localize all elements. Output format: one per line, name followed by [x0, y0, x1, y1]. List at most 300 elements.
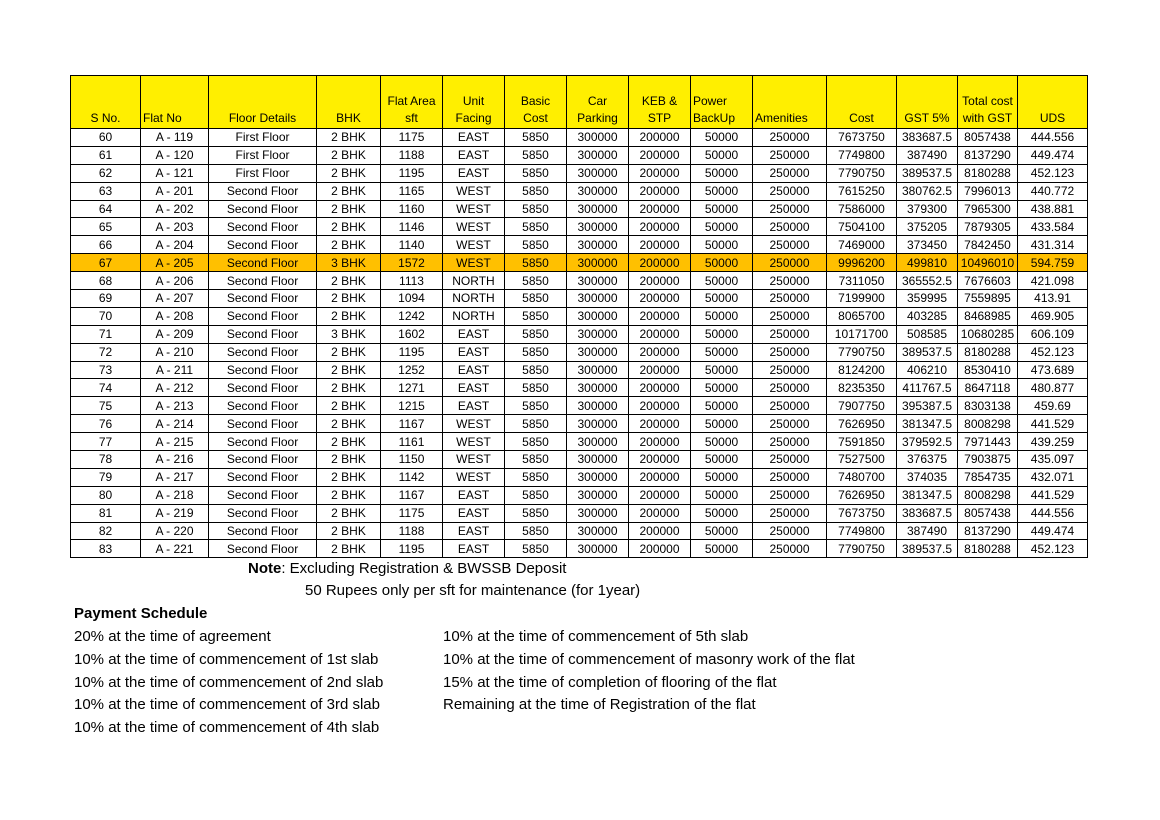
table-row [71, 182, 1088, 200]
cell-floor-details: Second Floor [209, 433, 317, 451]
cell-bhk: 3 BHK [317, 254, 381, 272]
cell-flat-area: 1188 [381, 146, 443, 164]
cell-bhk: 2 BHK [317, 540, 381, 558]
cell-car-parking: 300000 [567, 397, 629, 415]
cell-car-parking: 300000 [567, 218, 629, 236]
cell-basic-cost: 5850 [505, 540, 567, 558]
cell-cost: 7626950 [827, 486, 897, 504]
cell-flat-area: 1188 [381, 522, 443, 540]
cell-sno: 76 [71, 415, 141, 433]
cell-gst: 376375 [897, 451, 958, 469]
cell-sno: 77 [71, 433, 141, 451]
cell-floor-details: Second Floor [209, 451, 317, 469]
cell-basic-cost: 5850 [505, 415, 567, 433]
cell-basic-cost: 5850 [505, 218, 567, 236]
cell-cost: 7480700 [827, 468, 897, 486]
cell-uds: 435.097 [1018, 451, 1088, 469]
cell-unit-facing: WEST [443, 415, 505, 433]
cell-keb-stp: 200000 [629, 522, 691, 540]
note-text: : Excluding Registration & BWSSB Deposit [281, 560, 567, 577]
cell-cost: 7749800 [827, 146, 897, 164]
table-row [71, 307, 1088, 325]
cell-floor-details: Second Floor [209, 182, 317, 200]
cell-cost: 7626950 [827, 415, 897, 433]
cell-car-parking: 300000 [567, 307, 629, 325]
cell-floor-details: First Floor [209, 146, 317, 164]
cell-unit-facing: EAST [443, 486, 505, 504]
cell-power-backup: 50000 [691, 164, 753, 182]
cell-amenities: 250000 [753, 397, 827, 415]
cell-basic-cost: 5850 [505, 325, 567, 343]
cell-cost: 8235350 [827, 379, 897, 397]
cell-gst: 375205 [897, 218, 958, 236]
cell-floor-details: Second Floor [209, 325, 317, 343]
table-row [71, 164, 1088, 182]
cell-flat-area: 1271 [381, 379, 443, 397]
cell-uds: 433.584 [1018, 218, 1088, 236]
cell-bhk: 2 BHK [317, 272, 381, 290]
cell-unit-facing: WEST [443, 451, 505, 469]
cell-keb-stp: 200000 [629, 540, 691, 558]
cell-total-cost: 7903875 [958, 451, 1018, 469]
cell-car-parking: 300000 [567, 129, 629, 147]
cell-flat-area: 1252 [381, 361, 443, 379]
cell-car-parking: 300000 [567, 451, 629, 469]
table-row [71, 361, 1088, 379]
header-floor-details: Floor Details [209, 76, 317, 129]
cell-keb-stp: 200000 [629, 325, 691, 343]
cell-uds: 449.474 [1018, 146, 1088, 164]
cell-sno: 83 [71, 540, 141, 558]
header-unit-facing: Unit Facing [443, 76, 505, 129]
cell-total-cost: 8530410 [958, 361, 1018, 379]
cell-amenities: 250000 [753, 433, 827, 451]
table-row [71, 129, 1088, 147]
cell-floor-details: Second Floor [209, 540, 317, 558]
cell-amenities: 250000 [753, 379, 827, 397]
cell-amenities: 250000 [753, 164, 827, 182]
cell-amenities: 250000 [753, 146, 827, 164]
cell-amenities: 250000 [753, 236, 827, 254]
cell-cost: 7907750 [827, 397, 897, 415]
cell-flat-no: A - 205 [141, 254, 209, 272]
cell-power-backup: 50000 [691, 182, 753, 200]
cell-sno: 80 [71, 486, 141, 504]
table-row [71, 540, 1088, 558]
cell-sno: 67 [71, 254, 141, 272]
cell-uds: 594.759 [1018, 254, 1088, 272]
cell-car-parking: 300000 [567, 504, 629, 522]
cell-flat-area: 1167 [381, 415, 443, 433]
cell-floor-details: Second Floor [209, 254, 317, 272]
cell-uds: 469.905 [1018, 307, 1088, 325]
cell-amenities: 250000 [753, 307, 827, 325]
cell-total-cost: 7676603 [958, 272, 1018, 290]
cell-unit-facing: EAST [443, 343, 505, 361]
cell-bhk: 2 BHK [317, 218, 381, 236]
cell-total-cost: 7996013 [958, 182, 1018, 200]
cell-car-parking: 300000 [567, 200, 629, 218]
cell-amenities: 250000 [753, 522, 827, 540]
table-row [71, 522, 1088, 540]
cell-basic-cost: 5850 [505, 129, 567, 147]
cell-unit-facing: WEST [443, 218, 505, 236]
cell-flat-area: 1142 [381, 468, 443, 486]
cell-uds: 449.474 [1018, 522, 1088, 540]
cell-flat-area: 1146 [381, 218, 443, 236]
cell-uds: 444.556 [1018, 129, 1088, 147]
cell-keb-stp: 200000 [629, 451, 691, 469]
cell-floor-details: Second Floor [209, 468, 317, 486]
table-row [71, 200, 1088, 218]
cell-total-cost: 8008298 [958, 415, 1018, 433]
cell-gst: 383687.5 [897, 129, 958, 147]
cell-basic-cost: 5850 [505, 451, 567, 469]
cell-unit-facing: EAST [443, 504, 505, 522]
table-row [71, 254, 1088, 272]
cell-keb-stp: 200000 [629, 164, 691, 182]
cell-total-cost: 7879305 [958, 218, 1018, 236]
cell-flat-no: A - 213 [141, 397, 209, 415]
cell-flat-no: A - 209 [141, 325, 209, 343]
price-table [70, 75, 1088, 558]
cell-car-parking: 300000 [567, 486, 629, 504]
cell-keb-stp: 200000 [629, 433, 691, 451]
cell-unit-facing: WEST [443, 468, 505, 486]
cell-sno: 72 [71, 343, 141, 361]
cell-sno: 70 [71, 307, 141, 325]
cell-flat-no: A - 220 [141, 522, 209, 540]
cell-sno: 71 [71, 325, 141, 343]
cell-basic-cost: 5850 [505, 486, 567, 504]
note-label: Note [248, 560, 282, 577]
cell-unit-facing: EAST [443, 540, 505, 558]
cell-bhk: 2 BHK [317, 200, 381, 218]
cell-flat-area: 1175 [381, 129, 443, 147]
cell-flat-no: A - 219 [141, 504, 209, 522]
cell-uds: 432.071 [1018, 468, 1088, 486]
cell-keb-stp: 200000 [629, 236, 691, 254]
cell-floor-details: Second Floor [209, 361, 317, 379]
cell-sno: 60 [71, 129, 141, 147]
cell-bhk: 2 BHK [317, 343, 381, 361]
cell-amenities: 250000 [753, 451, 827, 469]
cell-gst: 403285 [897, 307, 958, 325]
cell-bhk: 2 BHK [317, 415, 381, 433]
cell-uds: 441.529 [1018, 486, 1088, 504]
cell-total-cost: 7971443 [958, 433, 1018, 451]
cell-floor-details: Second Floor [209, 504, 317, 522]
header-row [71, 76, 1088, 129]
cell-power-backup: 50000 [691, 146, 753, 164]
cell-flat-area: 1165 [381, 182, 443, 200]
cell-cost: 8065700 [827, 307, 897, 325]
header-basic-cost: Basic Cost [505, 76, 567, 129]
cell-basic-cost: 5850 [505, 468, 567, 486]
cell-uds: 452.123 [1018, 164, 1088, 182]
cell-total-cost: 8180288 [958, 540, 1018, 558]
maintenance-note: 50 Rupees only per sft for maintenance (for 1year) [305, 582, 641, 599]
cell-unit-facing: EAST [443, 325, 505, 343]
cell-gst: 379592.5 [897, 433, 958, 451]
cell-power-backup: 50000 [691, 129, 753, 147]
cell-floor-details: Second Floor [209, 522, 317, 540]
cell-flat-no: A - 206 [141, 272, 209, 290]
cell-cost: 7469000 [827, 236, 897, 254]
cell-cost: 7311050 [827, 272, 897, 290]
cell-unit-facing: EAST [443, 129, 505, 147]
cell-car-parking: 300000 [567, 379, 629, 397]
cell-unit-facing: WEST [443, 182, 505, 200]
cell-keb-stp: 200000 [629, 504, 691, 522]
cell-keb-stp: 200000 [629, 218, 691, 236]
cell-uds: 413.91 [1018, 290, 1088, 308]
cell-cost: 7586000 [827, 200, 897, 218]
cell-amenities: 250000 [753, 182, 827, 200]
cell-cost: 9996200 [827, 254, 897, 272]
cell-car-parking: 300000 [567, 236, 629, 254]
cell-amenities: 250000 [753, 200, 827, 218]
cell-unit-facing: EAST [443, 146, 505, 164]
cell-flat-no: A - 203 [141, 218, 209, 236]
cell-car-parking: 300000 [567, 325, 629, 343]
cell-basic-cost: 5850 [505, 522, 567, 540]
cell-total-cost: 8137290 [958, 146, 1018, 164]
cell-total-cost: 8057438 [958, 504, 1018, 522]
cell-uds: 444.556 [1018, 504, 1088, 522]
cell-flat-area: 1242 [381, 307, 443, 325]
cell-keb-stp: 200000 [629, 415, 691, 433]
cell-amenities: 250000 [753, 468, 827, 486]
cell-car-parking: 300000 [567, 272, 629, 290]
cell-bhk: 2 BHK [317, 451, 381, 469]
cell-car-parking: 300000 [567, 540, 629, 558]
cell-total-cost: 10680285 [958, 325, 1018, 343]
cell-gst: 380762.5 [897, 182, 958, 200]
cell-keb-stp: 200000 [629, 486, 691, 504]
cell-sno: 75 [71, 397, 141, 415]
cell-uds: 480.877 [1018, 379, 1088, 397]
cell-power-backup: 50000 [691, 236, 753, 254]
cell-bhk: 2 BHK [317, 182, 381, 200]
cell-amenities: 250000 [753, 415, 827, 433]
cell-bhk: 2 BHK [317, 290, 381, 308]
cell-cost: 7199900 [827, 290, 897, 308]
note-line [248, 560, 566, 577]
table-row [71, 290, 1088, 308]
cell-car-parking: 300000 [567, 164, 629, 182]
cell-basic-cost: 5850 [505, 236, 567, 254]
cell-flat-no: A - 120 [141, 146, 209, 164]
cell-car-parking: 300000 [567, 343, 629, 361]
cell-sno: 68 [71, 272, 141, 290]
cell-flat-no: A - 214 [141, 415, 209, 433]
cell-unit-facing: WEST [443, 254, 505, 272]
schedule-item: Remaining at the time of Registration of the flat [443, 696, 756, 713]
cell-cost: 7591850 [827, 433, 897, 451]
cell-bhk: 2 BHK [317, 307, 381, 325]
cell-bhk: 3 BHK [317, 325, 381, 343]
table-row [71, 146, 1088, 164]
cell-flat-no: A - 207 [141, 290, 209, 308]
cell-flat-no: A - 204 [141, 236, 209, 254]
cell-bhk: 2 BHK [317, 361, 381, 379]
cell-sno: 63 [71, 182, 141, 200]
cell-cost: 7527500 [827, 451, 897, 469]
cell-car-parking: 300000 [567, 433, 629, 451]
cell-power-backup: 50000 [691, 218, 753, 236]
cell-uds: 459.69 [1018, 397, 1088, 415]
cell-unit-facing: EAST [443, 379, 505, 397]
cell-flat-area: 1094 [381, 290, 443, 308]
cell-sno: 73 [71, 361, 141, 379]
cell-total-cost: 7854735 [958, 468, 1018, 486]
cell-unit-facing: NORTH [443, 290, 505, 308]
cell-flat-area: 1175 [381, 504, 443, 522]
cell-flat-no: A - 119 [141, 129, 209, 147]
cell-flat-area: 1195 [381, 540, 443, 558]
table-row [71, 343, 1088, 361]
cell-cost: 8124200 [827, 361, 897, 379]
cell-basic-cost: 5850 [505, 200, 567, 218]
payment-schedule-title: Payment Schedule [74, 605, 208, 622]
cell-power-backup: 50000 [691, 307, 753, 325]
cell-unit-facing: NORTH [443, 307, 505, 325]
cell-total-cost: 8137290 [958, 522, 1018, 540]
cell-unit-facing: EAST [443, 164, 505, 182]
cell-flat-no: A - 208 [141, 307, 209, 325]
cell-uds: 440.772 [1018, 182, 1088, 200]
cell-flat-area: 1195 [381, 343, 443, 361]
cell-car-parking: 300000 [567, 468, 629, 486]
cell-uds: 606.109 [1018, 325, 1088, 343]
cell-flat-no: A - 212 [141, 379, 209, 397]
header-uds: UDS [1018, 76, 1088, 129]
cell-uds: 473.689 [1018, 361, 1088, 379]
cell-power-backup: 50000 [691, 468, 753, 486]
cell-basic-cost: 5850 [505, 146, 567, 164]
cell-basic-cost: 5850 [505, 272, 567, 290]
table-row [71, 504, 1088, 522]
cell-flat-no: A - 210 [141, 343, 209, 361]
cell-flat-area: 1215 [381, 397, 443, 415]
cell-amenities: 250000 [753, 254, 827, 272]
cell-flat-area: 1113 [381, 272, 443, 290]
cell-bhk: 2 BHK [317, 397, 381, 415]
cell-unit-facing: EAST [443, 397, 505, 415]
cell-cost: 7504100 [827, 218, 897, 236]
cell-floor-details: Second Floor [209, 343, 317, 361]
cell-uds: 431.314 [1018, 236, 1088, 254]
cell-bhk: 2 BHK [317, 379, 381, 397]
cell-power-backup: 50000 [691, 272, 753, 290]
cell-unit-facing: WEST [443, 433, 505, 451]
cell-floor-details: Second Floor [209, 397, 317, 415]
header-total-cost: Total cost with GST [958, 76, 1018, 129]
header-amenities: Amenities [753, 76, 827, 129]
table-row [71, 325, 1088, 343]
table-row [71, 379, 1088, 397]
cell-basic-cost: 5850 [505, 504, 567, 522]
header-keb-stp: KEB & STP [629, 76, 691, 129]
cell-floor-details: Second Floor [209, 200, 317, 218]
schedule-item: 10% at the time of commencement of 5th slab [443, 628, 749, 645]
cell-sno: 79 [71, 468, 141, 486]
cell-gst: 406210 [897, 361, 958, 379]
cell-gst: 381347.5 [897, 486, 958, 504]
schedule-item: 10% at the time of commencement of 1st slab [74, 651, 379, 668]
cell-gst: 379300 [897, 200, 958, 218]
table-row [71, 486, 1088, 504]
cell-car-parking: 300000 [567, 254, 629, 272]
cell-floor-details: Second Floor [209, 218, 317, 236]
cell-keb-stp: 200000 [629, 129, 691, 147]
cell-sno: 64 [71, 200, 141, 218]
cell-car-parking: 300000 [567, 290, 629, 308]
cell-basic-cost: 5850 [505, 254, 567, 272]
cell-gst: 499810 [897, 254, 958, 272]
cell-bhk: 2 BHK [317, 236, 381, 254]
cell-sno: 61 [71, 146, 141, 164]
cell-flat-no: A - 202 [141, 200, 209, 218]
cell-amenities: 250000 [753, 290, 827, 308]
cell-power-backup: 50000 [691, 254, 753, 272]
cell-flat-area: 1161 [381, 433, 443, 451]
cell-unit-facing: WEST [443, 200, 505, 218]
cell-uds: 441.529 [1018, 415, 1088, 433]
cell-amenities: 250000 [753, 361, 827, 379]
cell-power-backup: 50000 [691, 415, 753, 433]
cell-basic-cost: 5850 [505, 182, 567, 200]
cell-flat-no: A - 211 [141, 361, 209, 379]
cell-total-cost: 7842450 [958, 236, 1018, 254]
cell-floor-details: Second Floor [209, 290, 317, 308]
cell-gst: 374035 [897, 468, 958, 486]
cell-bhk: 2 BHK [317, 129, 381, 147]
cell-basic-cost: 5850 [505, 433, 567, 451]
cell-flat-no: A - 216 [141, 451, 209, 469]
cell-keb-stp: 200000 [629, 146, 691, 164]
schedule-item: 10% at the time of commencement of 3rd slab [74, 696, 380, 713]
header-flat-no: Flat No [141, 76, 209, 129]
cell-flat-area: 1195 [381, 164, 443, 182]
cell-total-cost: 7559895 [958, 290, 1018, 308]
table-row [71, 433, 1088, 451]
cell-power-backup: 50000 [691, 451, 753, 469]
cell-gst: 389537.5 [897, 540, 958, 558]
cell-total-cost: 8303138 [958, 397, 1018, 415]
table-row [71, 415, 1088, 433]
schedule-item: 10% at the time of commencement of masonry work of the flat [443, 651, 855, 668]
cell-floor-details: First Floor [209, 164, 317, 182]
cell-cost: 10171700 [827, 325, 897, 343]
header-bhk: BHK [317, 76, 381, 129]
header-car-parking: Car Parking [567, 76, 629, 129]
table-row [71, 451, 1088, 469]
cell-total-cost: 8057438 [958, 129, 1018, 147]
cell-keb-stp: 200000 [629, 468, 691, 486]
cell-unit-facing: NORTH [443, 272, 505, 290]
cell-sno: 66 [71, 236, 141, 254]
cell-power-backup: 50000 [691, 540, 753, 558]
cell-keb-stp: 200000 [629, 379, 691, 397]
cell-floor-details: Second Floor [209, 307, 317, 325]
cell-gst: 365552.5 [897, 272, 958, 290]
cell-keb-stp: 200000 [629, 343, 691, 361]
cell-flat-area: 1572 [381, 254, 443, 272]
cell-floor-details: Second Floor [209, 236, 317, 254]
cell-keb-stp: 200000 [629, 254, 691, 272]
